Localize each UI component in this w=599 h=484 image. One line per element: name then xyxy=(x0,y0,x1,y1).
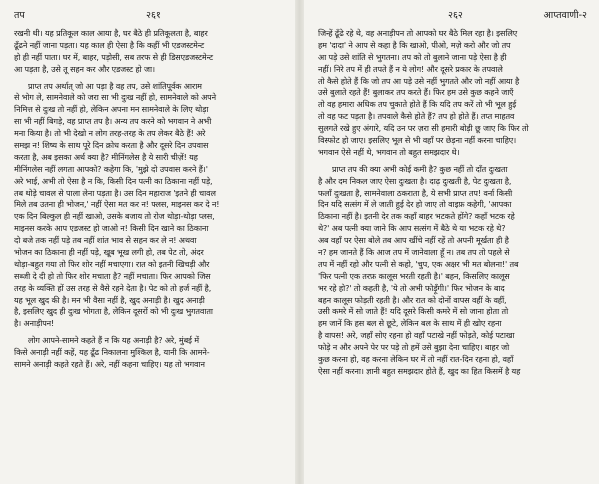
text-line: न? हम जानते हैं कि आज तप में जानेवाला हूँ न। तब तप तो पहले से xyxy=(318,247,510,258)
text-line: विस्फोट हो जाए। इसलिए भूल से भी वहाँ पर छेड़ना नहीं करना चाहिए। xyxy=(318,135,516,146)
text-line: कुछ करना हो, वह करना लेकिन घर में तो नहीं रात-दिन रहना हो, वहाँ xyxy=(318,354,514,365)
text-line: समझ न! शिष्य के साथ पूरे दिन क्रोध करता है और दूसरे दिन उपवास xyxy=(14,140,209,151)
paragraph-start-line: प्राप्त तप की क्या अभी कोई कमी है? कुछ नहीं तो दाँत दुःखता xyxy=(332,163,508,174)
text-line: यह भूल खुद की है। मन भी वैसा नहीं है, खुद अनाड़ी है। खुद अनाड़ी xyxy=(14,294,205,305)
text-line: फलाँ दुःखता है, सामनेवाला ठकराता है, ये सभी प्राप्त तप! वर्ना किसी xyxy=(318,187,513,198)
text-line: माइनस करके आप एडजस्ट हो जाओ न! किसी दिन खाने का ठिकाना xyxy=(14,223,209,234)
text-line: दो बजे तक नहीं पड़े तब नहीं शांत भाव से सहन कर ले न! अथवा xyxy=(14,235,197,246)
text-line: है और दम निकल जाए ऐसा दुःखता है। दाढ़ दुःखती है, पेट दुःखता है, xyxy=(318,175,512,186)
text-line: भोजन का ठिकाना ही नहीं पड़े, खूब भूख लगी हो, तब पेट तो, अंदर xyxy=(14,247,204,258)
text-line: तप में नहीं रहो और पत्नी से कहो, 'चुप, एक अक्षर भी मत बोलना!' तब xyxy=(318,258,519,269)
text-line: है वापस! अरे, जहाँ सोए रहना हो वहाँ पटाखे नहीं फोड़ते, कोई पटाखा xyxy=(318,330,515,341)
text-line: बहन कालूस फोड़ती रहती है। और रात को दोनों वापस वहीं के वहीं, xyxy=(318,294,507,305)
text-line: उसे बुलाते रहते हैं! बुलाकर तप करते हैं। फिर हम उसे कुछ कहने जाएँ xyxy=(318,87,514,98)
text-line: भगवान ऐसे नहीं थे, भगवान तो बहुत समझदार थे। xyxy=(318,146,460,157)
left-page-body xyxy=(14,28,285,478)
left-page-header xyxy=(14,8,283,22)
text-line: दिन यदि सत्संग में ले जाती हुई देर हो जाए तो वाइफ़ कहेगी, 'आपका xyxy=(318,199,512,210)
text-line: मिले तब उतना ही भोजन,' नहीं ऐसा मत कर न! फ्लस, माइनस कर दे न! xyxy=(14,199,220,210)
text-line: थे?' अब पत्नी क्या जाने कि आप सत्संग में बैठे थे या भटक रहे थे? xyxy=(318,223,506,234)
text-line: तब थोड़े चावल से पाला लेना पड़ता है। उस दिन महाराज 'इतने ही चावल xyxy=(14,187,216,198)
text-line: फोड़े न और अपने पेर पर पड़े तो हमें उसे बुझा देना चाहिए। बाहर जो xyxy=(318,342,510,353)
text-line: थोड़ा-बहुत गया तो फिर शोर नहीं मचाएगा। रात को इतनी खिचड़ी और xyxy=(14,258,210,269)
right-page-header xyxy=(318,8,587,22)
text-line: आ पड़े उसे शांति से भुगतना। तप को तो बुलाने जाना पड़े ऐसा है ही xyxy=(318,51,507,62)
text-line: सामने अनाड़ी कहते रहते हैं। अरे, नहीं कहना चाहिए। यह तो भगवान xyxy=(14,359,205,370)
text-line: से भोग ले, सामनेवाले को जरा सा भी दुःख नहीं हो, सामनेवाले को अपने xyxy=(14,92,216,103)
text-line: सब्जी दे दी हो तो फिर शोर मचाता है? नहीं मचाता। फिर आपको जिस xyxy=(14,270,211,281)
text-line: ऐसा नहीं करना। ज्ञानी बहुत समझदार होते हैं, खुद का हित किसमें है यह xyxy=(318,365,521,376)
text-line: अब वहाँ पर ऐसा बोले तब आप खींचे नहीं रहें तो अपनी मूर्खता ही है xyxy=(318,235,509,246)
paragraph-start-line: लोग आपने-सामने कहते हैं न कि यह अनाड़ी है? अरे, मुंबई में xyxy=(28,335,199,346)
text-line: नहीं। निरे तप में ही तपते हैं न ये लोग! और दूसरे प्रकार के तपवाले xyxy=(318,63,503,74)
text-line: करता है, अब इसका अर्थ क्या है? मीनिंगलेस है ये सारी चीज़ें! यह xyxy=(14,151,198,162)
text-line: है, इसलिए खुद ही दुःख भोगता है, लेकिन दूसरों को भी दुःख भुगतवाता xyxy=(14,306,213,317)
text-line: किसे अनाड़ी नहीं कहें, यह ढूँढ निकालना मुश्किल है, यानी कि आमने- xyxy=(14,347,210,358)
right-page xyxy=(304,0,599,484)
text-line: हम 'दादा' ने आप से कहा है कि खाओ, पीओ, मज़े करो और जो तप xyxy=(318,39,511,50)
text-line: मना किया है। तो भी देखो न लोग तरह-तरह के तप लेकर बैठे हैं! अरे xyxy=(14,128,206,139)
text-line: जिन्हें ढूँढे रहे थे, वह अनाड़ीपन तो आपको घर बैठे मिल रहा है। इसलिए xyxy=(318,28,518,38)
right-page-header-title: आप्तवाणी-२ xyxy=(543,10,587,21)
text-line: हो ही नहीं पाता। घर में, बाहर, पड़ोसी, सब तरफ से ही डिसएडजस्टमेन्ट xyxy=(14,51,213,62)
text-line: सुलगते रखे हुए अंगारे, यदि उन पर ज़रा सी हमारी बोड़ी छू जाए कि फिर तो xyxy=(318,123,529,134)
left-page xyxy=(0,0,295,484)
text-line: रखनी थी। यह प्रतिकूल काल आया है, घर बैठे ही प्रतिकूलता है, बाहर xyxy=(14,28,208,38)
text-line: भर रहे हो?' तो कहती है, 'ये तो अभी फोड़ूँगी।' फिर भोजन के बाद xyxy=(318,282,505,293)
text-line: तो वह फट पड़ता है। तपवाले कैसे होते हैं? तप हो होते हैं। तप्त माहतव xyxy=(318,111,515,122)
right-page-body xyxy=(318,28,589,478)
text-line: 'फिर पत्नी एक तरफ़ कालूस भरती रहती है।' बहन, किसलिए कालूस xyxy=(318,270,510,281)
text-line: तरह के व्यक्ति हों उस तरह से वैसे रहने देता है। पेट को तो हर्ज नहीं है, xyxy=(14,282,212,293)
text-line: उसी कमरे में सो जाते हैं! यदि दूसरे किसी कमरे में सो जाना होता तो xyxy=(318,306,509,317)
text-line: हम जानें कि हस बल से छूटे, लेकिन बल के साथ में ही खोए रहना xyxy=(318,318,502,329)
left-page-header-title: तप xyxy=(14,10,25,21)
text-line: अरे भाई, अभी तो ऐसा है न कि, किसी दिन पत्नी का ठिकाना नहीं पड़े, xyxy=(14,175,213,186)
left-page-number: २६१ xyxy=(146,10,161,21)
book-gutter xyxy=(295,0,304,484)
text-line: आ पड़ता है, उसे तू सहन कर और एडजस्ट हो जा। xyxy=(14,63,155,74)
text-line: है। अनाड़ीपन! xyxy=(14,318,55,329)
text-line: एक दिन बिल्कुल ही नहीं खाओ, उसके बजाय तो रोज थोड़ा-थोड़ा प्लस, xyxy=(14,211,215,222)
paragraph-start-line: प्राप्त तप अर्थात् जो आ पड़ा है वह तप, उसे शांतिपूर्वक आराम xyxy=(28,80,202,91)
right-page-number: २६२ xyxy=(448,10,463,21)
text-line: निमित्त से दुःख तो नहीं हो, लेकिन अपना मन सामनेवाले के लिए थोड़ा xyxy=(14,104,209,115)
text-line: तो वह हमारा अधिक तप चुकाते होते हैं कि यदि तप करें तो भी भूल हुई xyxy=(318,99,517,110)
text-line: तो कैसे होते हैं कि जो तप आ पड़े उसे नहीं भुगतते और जो नहीं आया है xyxy=(318,75,520,86)
text-line: ठिकाना नहीं है। इतनी देर तक कहाँ बाहर भटकते होंगे? कहाँ भटक रहे xyxy=(318,211,515,222)
text-line: सा भी नहीं बिगड़े, वह प्राप्त तप है। अन्य तप करने को भगवान ने अभी xyxy=(14,116,212,127)
text-line: मीनिंगलेस नहीं लगता आपको? कहेगा कि, 'मुझे दो उपवास करने हैं।' xyxy=(14,163,208,174)
text-line: ढूँढने नहीं जाना पड़ता। यह काल ही ऐसा है कि कहीं भी एडजस्टमेन्ट xyxy=(14,39,205,50)
